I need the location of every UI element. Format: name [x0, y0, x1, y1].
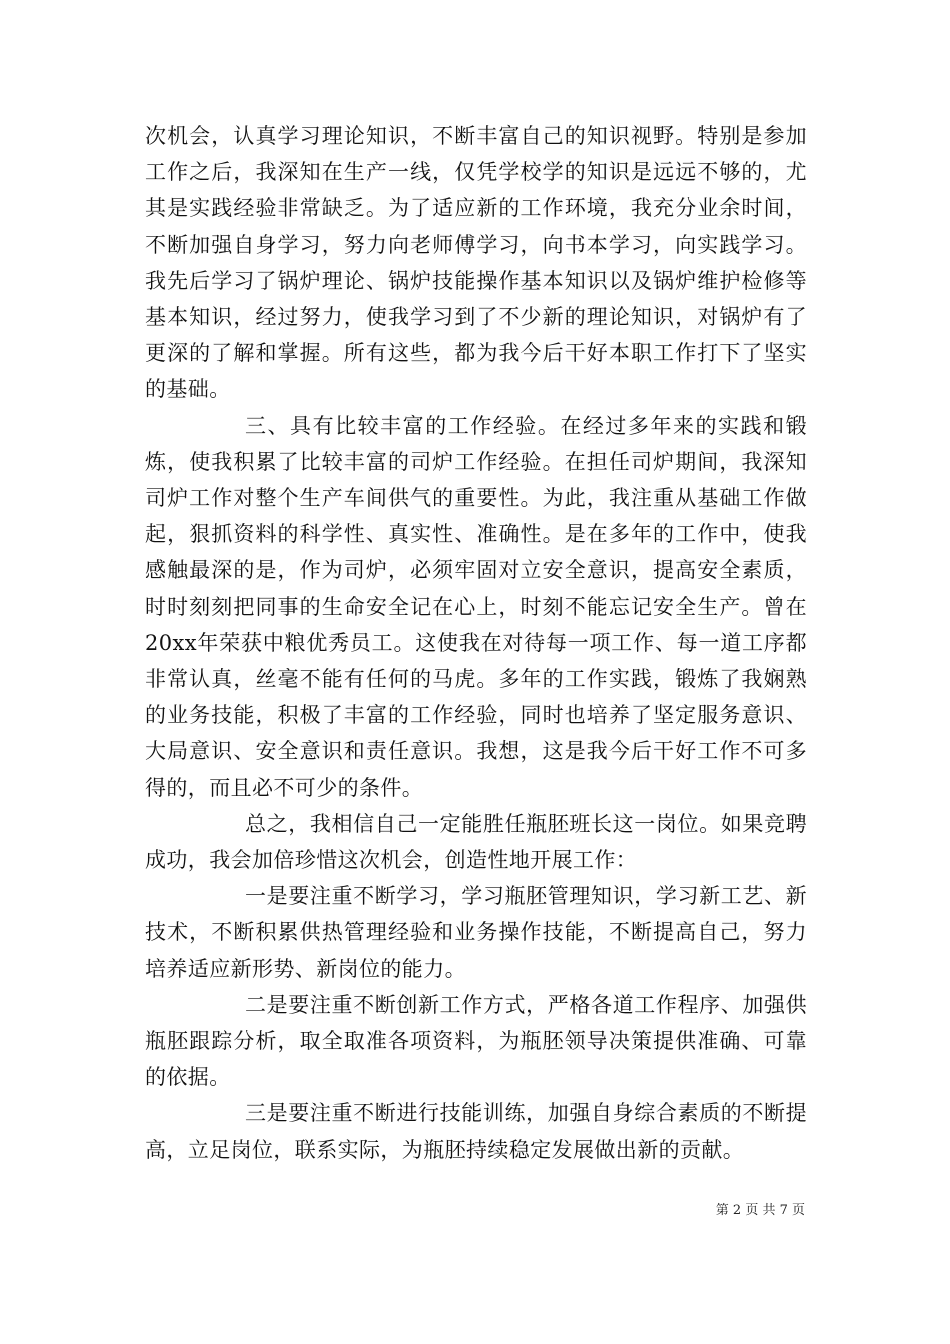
- paragraph-work-experience: 三、具有比较丰富的工作经验。在经过多年来的实践和锻炼，使我积累了比较丰富的司炉工作经验。在担任司炉期间，我深知司炉工作对整个生产车间供气的重要性。为此，我注重从基础工作做起，狠抓资料的科学性、真实性、准确性。是在多年的工作中，使我感触最深的是，作为司炉，必须牢固对立安全意识，提高安全素质，时时刻刻把同事的生命安全记在心上，时刻不能忘记安全生产。曾在20xx年荣获中粮优秀员工。这使我在对待每一项工作、每一道工序都非常认真，丝毫不能有任何的马虎。多年的工作实践，锻炼了我娴熟的业务技能，积极了丰富的工作经验，同时也培养了坚定服务意识、大局意识、安全意识和责任意识。我想，这是我今后干好工作不可多得的，而且必不可少的条件。: [145, 413, 807, 800]
- paragraph-conclusion: 总之，我相信自己一定能胜任瓶胚班长这一岗位。如果竞聘成功，我会加倍珍惜这次机会，创造性地开展工作：: [145, 811, 807, 873]
- paragraph-point-one: 一是要注重不断学习，学习瓶胚管理知识，学习新工艺、新技术，不断积累供热管理经验和业务操作技能，不断提高自己，努力培养适应新形势、新岗位的能力。: [145, 884, 807, 981]
- document-body: [145, 118, 807, 1168]
- paragraph-continued: 次机会，认真学习理论知识，不断丰富自己的知识视野。特别是参加工作之后，我深知在生产一线，仅凭学校学的知识是远远不够的，尤其是实践经验非常缺乏。为了适应新的工作环境，我充分业余时间，不断加强自身学习，努力向老师傅学习，向书本学习，向实践学习。我先后学习了锅炉理论、锅炉技能操作基本知识以及锅炉维护检修等基本知识，经过努力，使我学习到了不少新的理论知识，对锅炉有了更深的了解和掌握。所有这些，都为我今后干好本职工作打下了坚实的基础。: [145, 124, 807, 402]
- paragraph-point-two: 二是要注重不断创新工作方式，严格各道工作程序、加强供瓶胚跟踪分析，取全取准各项资料，为瓶胚领导决策提供准确、可靠的依据。: [145, 992, 807, 1090]
- paragraph-point-three: 三是要注重不断进行技能训练，加强自身综合素质的不断提高，立足岗位，联系实际，为瓶胚持续稳定发展做出新的贡献。: [145, 1101, 807, 1162]
- page-number-footer: 第 2 页 共 7 页: [715, 1203, 805, 1218]
